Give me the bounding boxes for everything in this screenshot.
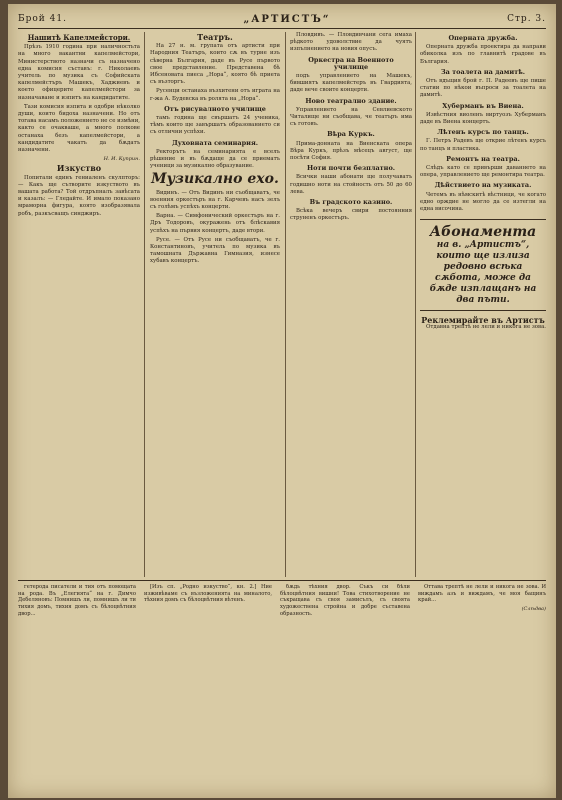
column-3: [290, 32, 412, 577]
subheading: Оперната дружба.: [448, 34, 518, 42]
newspaper-page: [8, 4, 556, 798]
page-header: [18, 10, 546, 29]
bottom-column-1: [18, 584, 136, 790]
article-paragraph: Оттава трептѣ не лели и никога не зова. И виждамъ азъ и виждамъ, че моя бащинъ край...: [418, 584, 546, 604]
article-paragraph: Варна. — Симфонический оркестъръ на г. Дръ Тодоровъ, окуражень отъ блѣскавия успѣхъ на първия концертъ, даде втори.: [150, 213, 280, 234]
article-paragraph: Русе. — Отъ Русе ни съобщаватъ, че г. Константиновъ, учитель по музика въ тамошната Държавна Гимназия, изнесе хубавъ концертъ.: [150, 236, 280, 265]
subheading: Лѣтенъ курсъ по танцъ.: [437, 128, 529, 137]
article-paragraph: Отъ вдъщия брой г. П. Радеевъ ще пише статии по нѣкои въпроси за тоалета на дамитѣ.: [420, 78, 546, 99]
newspaper-title: „АРТИСТЪ“: [243, 13, 331, 25]
bottom-column-3: [280, 584, 410, 790]
article-paragraph: [Изъ сп. „Родно изкуство“, кн. 2.] Ние изживѣваме съ възложенията на миналото, тѣхния домъ съ бѣлоцвѣтния вѣтенъ.: [144, 584, 272, 604]
section-divider: [18, 580, 546, 581]
article-paragraph: На 27 н. м. групата отъ артисти при Народния Театъръ, които сѫ въ турне изъ сѣверна България, даде въ Русе първото свое представление. Представена бѣ Ибсеновата пиеса „Нора“, която бѣ приета съ възторгъ.: [150, 43, 280, 86]
author-name: Н. И. Куприн.: [103, 156, 140, 163]
subheading: Въ градското казино.: [309, 198, 393, 207]
issue-number: Брой 41.: [18, 14, 67, 24]
article-paragraph: Четемъ въ нѣмскитѣ вѣстници, че когато едно орждие не могло да се изтегли на една височина.: [420, 191, 546, 213]
article-title-theatre: Театръ.: [197, 32, 233, 42]
column-4: [420, 32, 546, 577]
section-title-music-echo: Музикално ехо.: [151, 171, 279, 188]
article-paragraph: Г. Петръ Радевъ ще открие лѣтенъ курсъ по танцъ и пластика.: [420, 138, 546, 152]
subheading: Ремонтъ на театра.: [446, 154, 520, 163]
subheading: Отъ рисувалното училище: [164, 104, 266, 113]
article-title-capellmeisters: Нашитѣ Капелмейстори.: [27, 33, 131, 42]
article-paragraph: Всички наши абонати ще получаватъ годишно ноти на стойность отъ 50 до 60 лева.: [290, 174, 412, 195]
column-1: [18, 32, 140, 577]
article-paragraph: Слѣдъ като се привърши даваннето на опера, управлението ще ремонтира театра.: [420, 165, 546, 179]
article-paragraph: гетерода писатели и тия отъ помощата на рода. Въ „Елегията“ на г. Димчо Дебеляновъ: Помнишъ ли, помнишъ ли ти тихия домъ, тихия домъ съ бѣлоцвѣтния двор...: [18, 584, 136, 617]
subheading: Духовната семинария.: [171, 138, 259, 147]
article-paragraph: Ректорътъ на семинарията е вселъ рѣшение и въ бѫдаще да се приематъ ученици за музикално образувание.: [150, 148, 280, 170]
subheading: Ново театрално здание.: [305, 96, 397, 105]
article-paragraph: Отдавна трептѣ не лели и никога не зова.: [426, 324, 546, 331]
subheading: Дѣйствието на музиката.: [434, 181, 532, 190]
subheading: Оркестра на Военното училище: [308, 55, 394, 71]
article-paragraph: Прима-донната на Виенската опера Вѣра Куркъ, прѣзъ мѣсецъ август, ще посѣти София.: [290, 140, 412, 162]
subscription-notice: [420, 219, 546, 311]
subheading: Вѣра Куркъ.: [327, 130, 375, 139]
article-paragraph: Пловдивъ. — Пловдивчани сега имаха рѣдкото удоволствие да чуятъ изпълнението на новия опусъ.: [290, 32, 412, 53]
bottom-column-4: [418, 584, 546, 790]
article-paragraph: Прѣзъ 1910 година при наличностьта на много вакантни капелмейстори, Министерството назначи съ назначено една комисия съставъ: г. Николаевъ учитель по музика съ Софийската капелмейстъръ Машекъ, Хаджиевъ и което офицерите капелмейстори за назначаване и изпитъ на кандидатите.: [18, 44, 140, 101]
article-paragraph: Тази комисия изпита и одобри нѣколко души, които бидоха назначени. Но отъ тогава насамъ положението не се измѣни, както се очакваше, а много полкове останаха безъ капелмейстори, а кандидатите чакатъ да бѫдатъ назначени.: [18, 103, 140, 154]
continued-note: (Слѣдва): [521, 606, 546, 613]
subscription-heading: Абонамента: [429, 224, 537, 241]
article-paragraph: Извѣстния виоленъ виртуозъ Хуберманъ даде въ Виена концертъ.: [420, 111, 546, 126]
article-paragraph: Русенци останаха възхитени отъ играта на г-жа А. Будевска въ ролята на „Нора“.: [150, 88, 280, 102]
article-paragraph: Попитали единъ гениаленъ скулпторъ: — Какъ ще сътворите изкуството въ вашата работа? Той отдръпналъ завѣсата и казалъ: — Гледайте. И имало показано мраморна фигура, която изобразявала робъ, разкъсващъ синджиръ.: [18, 174, 140, 217]
article-paragraph: Всѣка вечеръ свири постоянния струненъ оркестъръ.: [290, 208, 412, 222]
page-number: Стр. 3.: [507, 14, 546, 24]
article-paragraph: Видинъ. — Отъ Видинъ ни съобщаватъ, че военния оркестъръ на г. Карчевъ насъ зелъ съ голѣмъ успѣхъ концерти.: [150, 189, 280, 211]
column-divider: [415, 32, 416, 577]
advertise-heading: Реклемирайте въ Артистъ: [421, 315, 545, 326]
subheading: Хуберманъ въ Виена.: [442, 101, 524, 110]
article-paragraph: Управлението на Севлиевското Читалище ни съобщава, че театъръ има съ готовъ.: [290, 106, 412, 128]
subheading: За тоалета на дамитѣ.: [440, 67, 526, 76]
subheading: Ноти почти безплатно.: [306, 164, 396, 173]
article-paragraph: тамъ година ще свършатъ 24 ученика, тѣмъ които ще завършатъ образованието си съ отлични успѣхи.: [150, 115, 280, 136]
subscription-text: на в. „Артистъ“, които ще излиза редовно всѣка сѫбота, може да бѫде изплащанъ на два пъти.: [429, 240, 537, 306]
article-title-art: Изкуство: [56, 163, 102, 174]
column-divider: [144, 32, 145, 577]
column-2: [150, 32, 280, 577]
article-paragraph: Оперната дружба проектира да направи обиколка изъ по главнитѣ градове въ България.: [420, 44, 546, 65]
bottom-column-2: [144, 584, 272, 790]
article-paragraph: бѫдь тѣхния двор. Съкъ си бѣли бѣлоцвѣтния вишни! Това стихотворение не съкращава съ своя замисълъ, съ своята художествена стройна и добре съставена образность.: [280, 584, 410, 617]
article-paragraph: подъ управлението на Машекъ, бившиятъ капелмейстеръ въ Гвардията, даде вече своите концерти.: [290, 73, 412, 94]
column-divider: [285, 32, 286, 577]
